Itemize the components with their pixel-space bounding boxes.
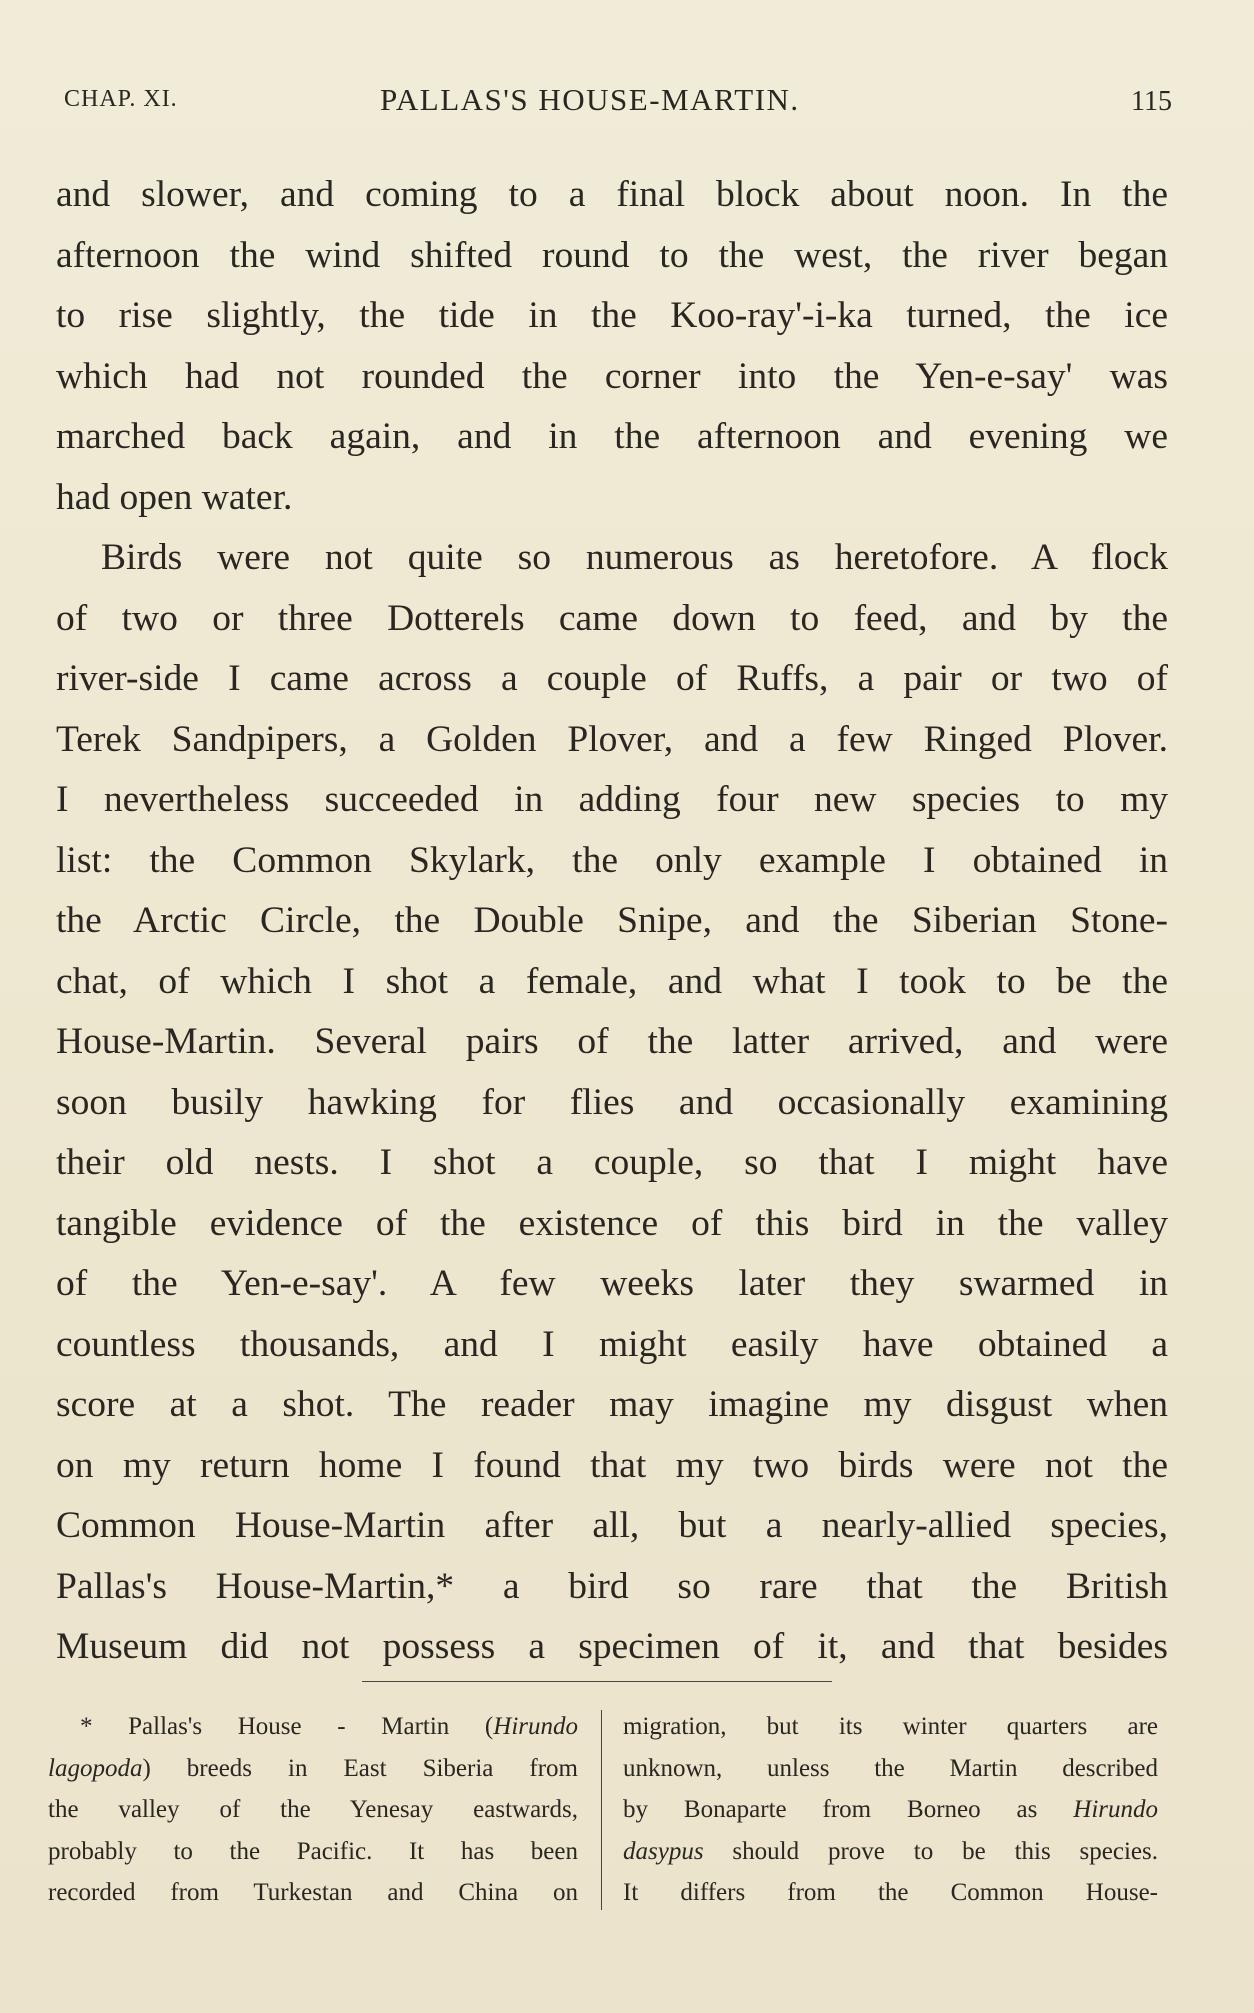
text-line: which had not rounded the corner into the Yen-e-say' was [56,355,1168,397]
text-line: score at a shot. The reader may imagine my disgust when [56,1384,1168,1425]
text-line: I nevertheless succeeded in adding four new species to my [56,779,1168,820]
body-text [56,165,1168,1678]
text-line: Birds were not quite so numerous as heretofore. A flock [101,537,1168,578]
footnote-line: It differs from the Common House- [623,1879,1158,1906]
footnote-line: migration, but its winter quarters are [623,1713,1158,1740]
text-line: of two or three Dotterels came down to feed, and by the [56,597,1168,639]
text-line: the Arctic Circle, the Double Snipe, and the Siberian Stone- [56,900,1168,941]
page-number: 115 [1131,86,1172,117]
text-line: afternoon the wind shifted round to the west, the river began [56,234,1168,276]
footnote-italic: lagopoda [48,1754,143,1782]
footnote-line [48,1748,578,1790]
text-line: their old nests. I shot a couple, so that I might have [56,1142,1168,1183]
chapter-label: CHAP. XI. [64,86,178,112]
footnote-text: ) breeds in East Siberia from [142,1754,578,1782]
text-line: of the Yen-e-say'. A few weeks later they swarmed in [56,1263,1168,1304]
page-title: PALLAS'S HOUSE-MARTIN. [380,82,800,117]
footnote-line: probably to the Pacific. It has been [48,1837,578,1865]
footnote-line [623,1789,1158,1831]
footnote-column-right [623,1706,1158,1914]
footnote-line: unknown, unless the Martin described [623,1754,1158,1782]
footnote-rule [362,1681,832,1682]
text-line: Pallas's House-Martin,* a bird so rare that the British [56,1565,1168,1607]
footnote-italic: Hirundo [493,1713,578,1740]
footnotes [48,1706,1162,1916]
footnote-text: * Pallas's House - Martin ( [80,1713,494,1740]
footnote-column-divider [601,1710,602,1910]
text-line: list: the Common Skylark, the only example I obtained in [56,839,1168,881]
running-head [64,82,1172,122]
footnote-line: recorded from Turkestan and China on [48,1879,578,1906]
footnote-italic: Hirundo [1073,1796,1158,1823]
text-line: to rise slightly, the tide in the Koo-ray'-i-ka turned, the ice [56,295,1168,336]
text-line: Terek Sandpipers, a Golden Plover, and a few Ringed Plover. [56,718,1168,760]
footnote-text: should prove to be this species. [703,1837,1158,1865]
text-line: tangible evidence of the existence of this bird in the valley [56,1202,1168,1244]
footnote-line [48,1706,578,1748]
text-line: had open water. [56,476,293,518]
footnote-line: the valley of the Yenesay eastwards, [48,1796,578,1823]
text-line: soon busily hawking for flies and occasionally examining [56,1081,1168,1123]
text-line: and slower, and coming to a final block about noon. In the [56,174,1168,215]
text-line: Museum did not possess a specimen of it, and that besides [56,1626,1168,1667]
text-line: countless thousands, and I might easily have obtained a [56,1323,1168,1365]
text-line: chat, of which I shot a female, and what I took to be the [56,960,1168,1002]
text-line: House-Martin. Several pairs of the latter arrived, and were [56,1021,1168,1062]
footnote-line [623,1831,1158,1873]
footnote-column-left [48,1706,578,1914]
text-line: marched back again, and in the afternoon and evening we [56,416,1168,457]
text-line: river-side I came across a couple of Ruffs, a pair or two of [56,658,1168,699]
text-line: on my return home I found that my two birds were not the [56,1444,1168,1486]
footnote-italic: dasypus [623,1837,704,1865]
text-line: Common House-Martin after all, but a nearly-allied species, [56,1505,1168,1546]
footnote-text: by Bonaparte from Borneo as [623,1796,1074,1823]
